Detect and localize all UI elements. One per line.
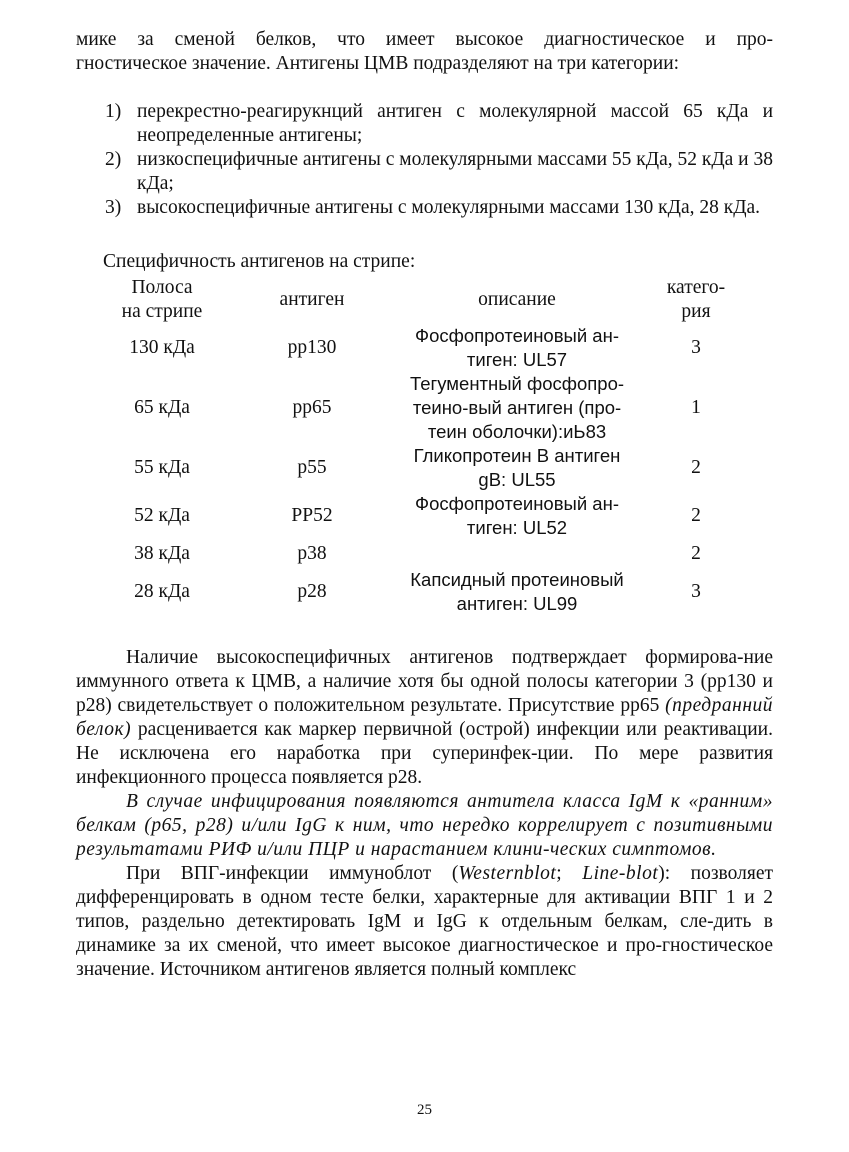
header-category: катего- рия: [666, 277, 726, 322]
cell-category: 2: [691, 505, 701, 526]
list-item: [105, 100, 773, 148]
category-list: [76, 100, 773, 220]
antigen-table: [98, 276, 756, 616]
description-line: теин оболочки):иЬ83: [427, 421, 607, 442]
cell-category: 3: [691, 337, 701, 358]
table-row: [98, 324, 756, 372]
cell-band: 38 кДа: [134, 543, 190, 564]
list-number: 1): [105, 101, 122, 122]
list-text: низкоспецифичные антигены с молекулярными массами 55 кДа, 52 кДа и 38 кДа;: [137, 149, 773, 194]
table-row: [98, 444, 756, 492]
intro-line-1: мике за сменой белков, что имеет высокое диагностическое и про-: [76, 29, 773, 50]
cell-category: 3: [691, 581, 701, 602]
description-line: тиген: UL52: [466, 517, 568, 538]
cell-band: 55 кДа: [134, 457, 190, 478]
description-line: антиген: UL99: [456, 593, 578, 614]
description-line: теино-вый антиген (про-: [412, 397, 622, 418]
cell-description: [398, 540, 636, 568]
cell-antigen: p28: [297, 581, 327, 602]
cell-category: 1: [691, 397, 701, 418]
table-title: Специфичность антигенов на стрипе:: [103, 251, 416, 272]
cell-category: 2: [691, 543, 701, 564]
description-line: Гликопротеин В антиген: [413, 445, 621, 466]
table-row: [98, 492, 756, 540]
header-antigen: антиген: [279, 289, 345, 310]
page-number: 25: [417, 1102, 432, 1118]
cell-description: [398, 372, 636, 444]
cell-description: [398, 492, 636, 540]
table-row: [98, 372, 756, 444]
cell-antigen: p55: [297, 457, 327, 478]
cell-band: 130 кДа: [129, 337, 195, 358]
document-page: [76, 28, 773, 982]
description-line: Капсидный протеиновый: [410, 569, 624, 590]
cell-antigen: PP52: [291, 505, 333, 526]
intro-line-2: гностическое значение. Антигены ЦМВ подразделяют на три категории:: [76, 53, 680, 74]
header-band: Полоса на стрипе: [121, 277, 203, 322]
description-line: тиген: UL57: [466, 349, 568, 370]
table-row: [98, 568, 756, 616]
list-text: перекрестно-реагирукнций антиген с молекулярной массой 65 кДа и неопределенные антигены;: [137, 101, 773, 146]
table-header-row: [98, 276, 756, 324]
cell-description: [398, 444, 636, 492]
list-item: [105, 148, 773, 196]
cell-antigen: p38: [297, 543, 327, 564]
cell-description: [398, 324, 636, 372]
paragraph-2: В случае инфицирования появляются антитела класса IgM к «ранним» белкам (p65, p28) и/или IgG к ним, что нередко коррелирует с позитивными результатами РИФ и/или ПЦР и нарастанием клини-ческих симптомов.: [76, 791, 773, 860]
cell-band: 65 кДа: [134, 397, 190, 418]
list-item: [105, 196, 773, 220]
description-line: Фосфопротеиновый ан-: [415, 325, 619, 346]
cell-category: 2: [691, 457, 701, 478]
paragraph-1: Наличие высокоспецифичных антигенов подтверждает формирова-ние иммунного ответа к ЦМВ, а наличие хотя бы одной полосы категории 3 (pp130 и p28) свидетельствует о положительном результате. Присутствие pp65 (предранний белок) расценивается как маркер первичной (острой) инфекции или реактивации. Не исключена его наработка при суперинфек-ции. По мере развития инфекционного процесса появляется p28.: [76, 647, 773, 788]
cell-antigen: pp65: [292, 397, 332, 418]
header-description: описание: [478, 289, 556, 310]
list-number: 3): [105, 197, 122, 218]
list-number: 2): [105, 149, 122, 170]
description-line: Тегументный фосфопро-: [409, 373, 625, 394]
cell-band: 52 кДа: [134, 505, 190, 526]
cell-band: 28 кДа: [134, 581, 190, 602]
list-text: высокоспецифичные антигены с молекулярными массами 130 кДа, 28 кДа.: [137, 197, 761, 218]
paragraph-3: При ВПГ-инфекции иммуноблот (Westernblot; Line-blot): позволяет дифференцировать в одном тесте белки, характерные для активации ВПГ 1 и 2 типов, раздельно детектировать IgM и IgG к отдельным белкам, сле-дить в динамике за их сменой, что имеет высокое диагностическое и про-гностическое значение. Источником антигенов является полный комплекс: [76, 863, 773, 980]
cell-description: [398, 568, 636, 616]
table-row: [98, 540, 756, 568]
description-line: gB: UL55: [478, 469, 556, 490]
cell-antigen: pp130: [287, 337, 337, 358]
description-line: Фосфопротеиновый ан-: [415, 493, 619, 514]
